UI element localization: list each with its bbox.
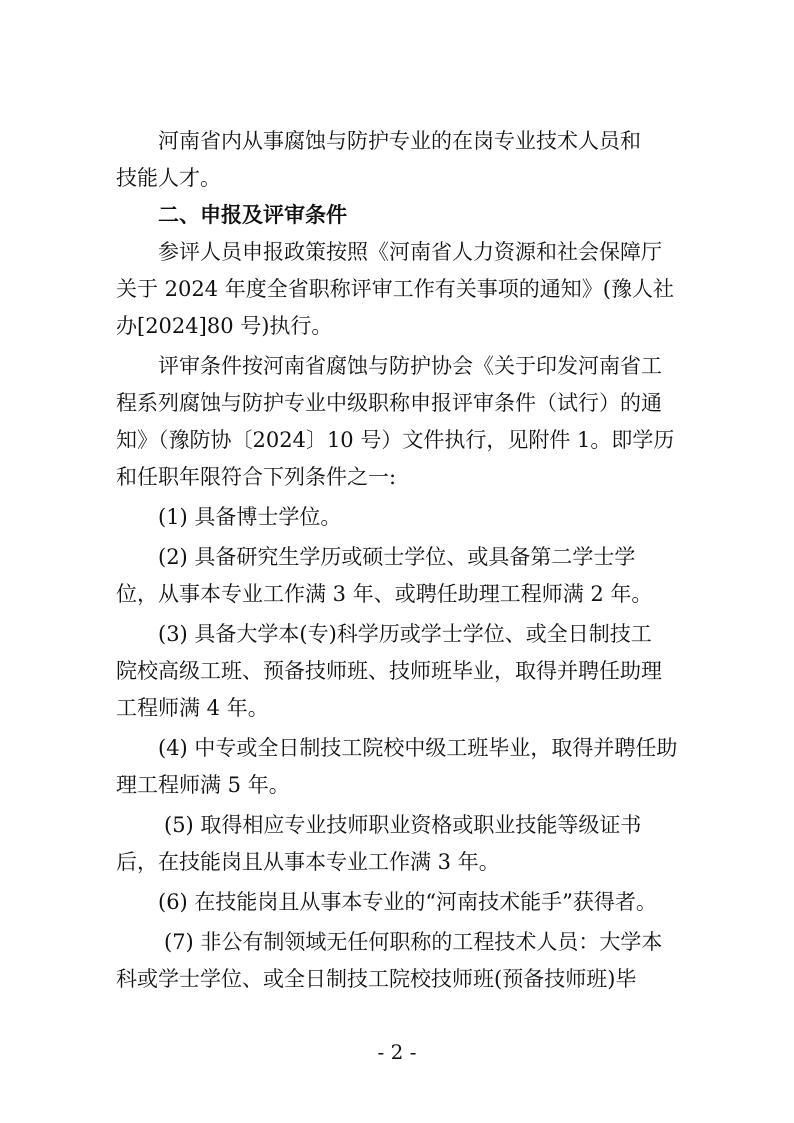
page-number: - 2 - xyxy=(377,1040,417,1064)
list-item-2-line-1: (2) 具备研究生学历或硕士学位、或具备第二学士学 xyxy=(158,545,636,569)
list-item-2-line-2: 位，从事本专业工作满 3 年、或聘任助理工程师满 2 年。 xyxy=(116,582,653,606)
list-item-4-line-1: (4) 中专或全日制技工院校中级工班毕业，取得并聘任助 xyxy=(158,736,678,760)
text-line-1: 河南省内从事腐蚀与防护专业的在岗专业技术人员和 xyxy=(158,129,641,153)
text-line-9: 知》（豫防协〔2024〕10 号）文件执行，见附件 1。即学历 xyxy=(116,428,675,452)
list-item-5-line-2: 后，在技能岗且从事本专业工作满 3 年。 xyxy=(116,850,500,874)
list-item-5-line-1: (5) 取得相应专业技师职业资格或职业技能等级证书 xyxy=(164,813,642,837)
list-item-3-line-3: 工程师满 4 年。 xyxy=(116,696,269,720)
list-item-6: (6) 在技能岗且从事本专业的“河南技术能手”获得者。 xyxy=(158,890,657,914)
text-line-6: 办[2024]80 号)执行。 xyxy=(116,314,333,338)
list-item-7-line-1: (7) 非公有制领域无任何职称的工程技术人员：大学本 xyxy=(164,930,663,954)
list-item-7-line-2: 科或学士学位、或全日制技工院校技师班(预备技师班)毕 xyxy=(116,967,637,991)
section-heading: 二、申报及评审条件 xyxy=(158,203,347,227)
text-line-2: 技能人才。 xyxy=(116,166,221,190)
text-line-5: 关于 2024 年度全省职称评审工作有关事项的通知》(豫人社 xyxy=(116,277,674,301)
text-line-10: 和任职年限符合下列条件之一: xyxy=(116,465,397,489)
text-line-7: 评审条件按河南省腐蚀与防护协会《关于印发河南省工 xyxy=(158,354,662,378)
list-item-4-line-2: 理工程师满 5 年。 xyxy=(116,773,290,797)
list-item-1: (1) 具备博士学位。 xyxy=(158,505,342,529)
list-item-3-line-1: (3) 具备大学本(专)科学历或学士学位、或全日制技工 xyxy=(158,622,652,646)
text-line-8: 程系列腐蚀与防护专业中级职称申报评审条件（试行）的通 xyxy=(116,391,662,415)
list-item-3-line-2: 院校高级工班、预备技师班、技师班毕业，取得并聘任助理 xyxy=(116,659,662,683)
text-line-4: 参评人员申报政策按照《河南省人力资源和社会保障厅 xyxy=(158,240,662,264)
